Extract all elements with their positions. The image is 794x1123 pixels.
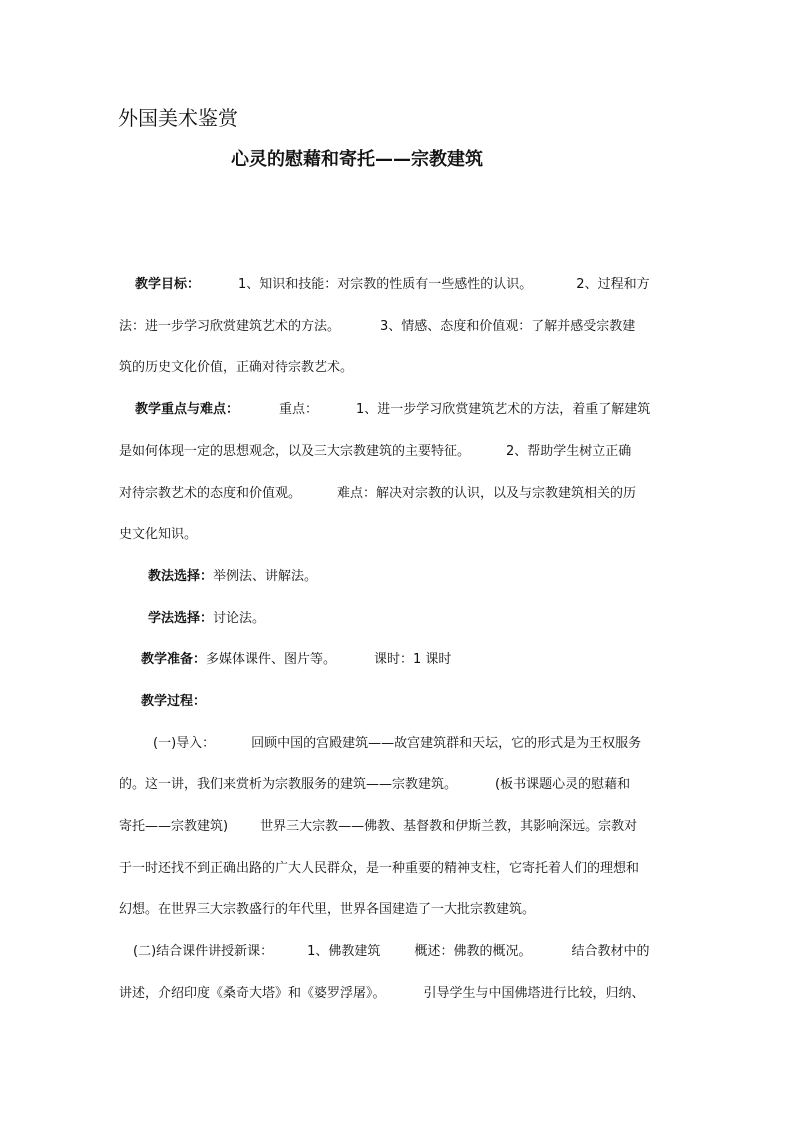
section-2-text-2a: 讲述，介绍印度《桑奇大塔》和《婆罗浮屠》。 <box>119 986 386 1001</box>
key-2-end: 对待宗教艺术的态度和价值观。 <box>119 486 302 501</box>
objective-2-start: 2、过程和方 <box>576 277 650 292</box>
keypoints-label: 教学重点与难点： <box>135 402 240 417</box>
section-2-text-2b: 引导学生与中国佛塔进行比较，归纳、 <box>423 986 645 1001</box>
objective-2-end: 法：进一步学习欣赏建筑艺术的方法。 <box>119 319 341 334</box>
process-line-5 <box>119 901 535 919</box>
process-label: 教学过程： <box>141 694 207 709</box>
objective-1: 1、知识和技能：对宗教的性质有一些感性的认识。 <box>238 277 533 292</box>
process-line-3 <box>119 818 637 836</box>
course-title: 外国美术鉴赏 <box>118 106 238 130</box>
prep-line <box>141 651 451 669</box>
intro-text-5: 幻想。在世界三大宗教盛行的年代里，世界各国建造了一大批宗教建筑。 <box>119 902 536 917</box>
prep-label: 教学准备： <box>141 652 207 667</box>
intro-text-3b: 世界三大宗教——佛教、基督教和伊斯兰教，其影响深远。宗教对 <box>260 819 638 834</box>
objectives-line-2 <box>119 318 635 336</box>
intro-text-2b: (板书课题心灵的慰藉和 <box>495 777 631 792</box>
method-value: 举例法、讲解法。 <box>213 569 318 584</box>
method-line <box>148 568 317 586</box>
prep-value: 多媒体课件、图片等。 <box>206 652 337 667</box>
learning-label: 学法选择： <box>148 611 214 626</box>
method-label: 教法选择： <box>148 569 214 584</box>
objective-3-end: 筑的历史文化价值，正确对待宗教艺术。 <box>119 360 354 375</box>
intro-text-1: 回顾中国的宫殿建筑——故宫建筑群和天坛，它的形式是为王权服务 <box>251 736 642 751</box>
difficulty-start: 难点：解决对宗教的认识，以及与宗教建筑相关的历 <box>337 486 637 501</box>
intro-text-3a: 寄托——宗教建筑) <box>119 819 229 834</box>
intro-label: (一)导入： <box>153 736 216 751</box>
objective-3-start: 3、情感、态度和价值观：了解并感受宗教建 <box>380 319 636 334</box>
keypoints-line-4 <box>119 526 197 544</box>
keypoints-line-3 <box>119 485 636 503</box>
process-line-6 <box>119 943 649 961</box>
buddhist-architecture: 1、佛教建筑 <box>307 944 381 959</box>
learning-line <box>148 610 265 628</box>
keypoints-line-1 <box>119 401 650 419</box>
difficulty-end: 史文化知识。 <box>119 527 198 542</box>
process-line-2 <box>119 776 630 794</box>
key-label: 重点： <box>279 402 319 417</box>
keypoints-line-2 <box>119 443 631 461</box>
objectives-line-1 <box>119 276 650 294</box>
class-hours: 课时：1 课时 <box>374 652 452 667</box>
lesson-title: 心灵的慰藉和寄托——宗教建筑 <box>231 149 483 170</box>
intro-text-2a: 的。这一讲，我们来赏析为宗教服务的建筑——宗教建筑。 <box>119 777 458 792</box>
objectives-line-3 <box>119 359 353 377</box>
process-line-7 <box>119 985 645 1003</box>
objectives-label: 教学目标： <box>135 277 201 292</box>
intro-text-4: 于一时还找不到正确出路的广大人民群众，是一种重要的精神支柱，它寄托着人们的理想和 <box>119 861 640 876</box>
section-2-text-c: 结合教材中的 <box>571 944 650 959</box>
process-line-4 <box>119 860 639 878</box>
overview-text: 概述：佛教的概况。 <box>414 944 532 959</box>
key-2-start: 2、帮助学生树立正确 <box>506 444 632 459</box>
process-line-1 <box>119 735 641 753</box>
section-2-label: (二)结合课件讲授新课： <box>133 944 274 959</box>
key-1-end: 是如何体现一定的思想观念，以及三大宗教建筑的主要特征。 <box>119 444 471 459</box>
learning-value: 讨论法。 <box>213 611 266 626</box>
key-1-start: 1、进一步学习欣赏建筑艺术的方法，着重了解建筑 <box>356 402 651 417</box>
